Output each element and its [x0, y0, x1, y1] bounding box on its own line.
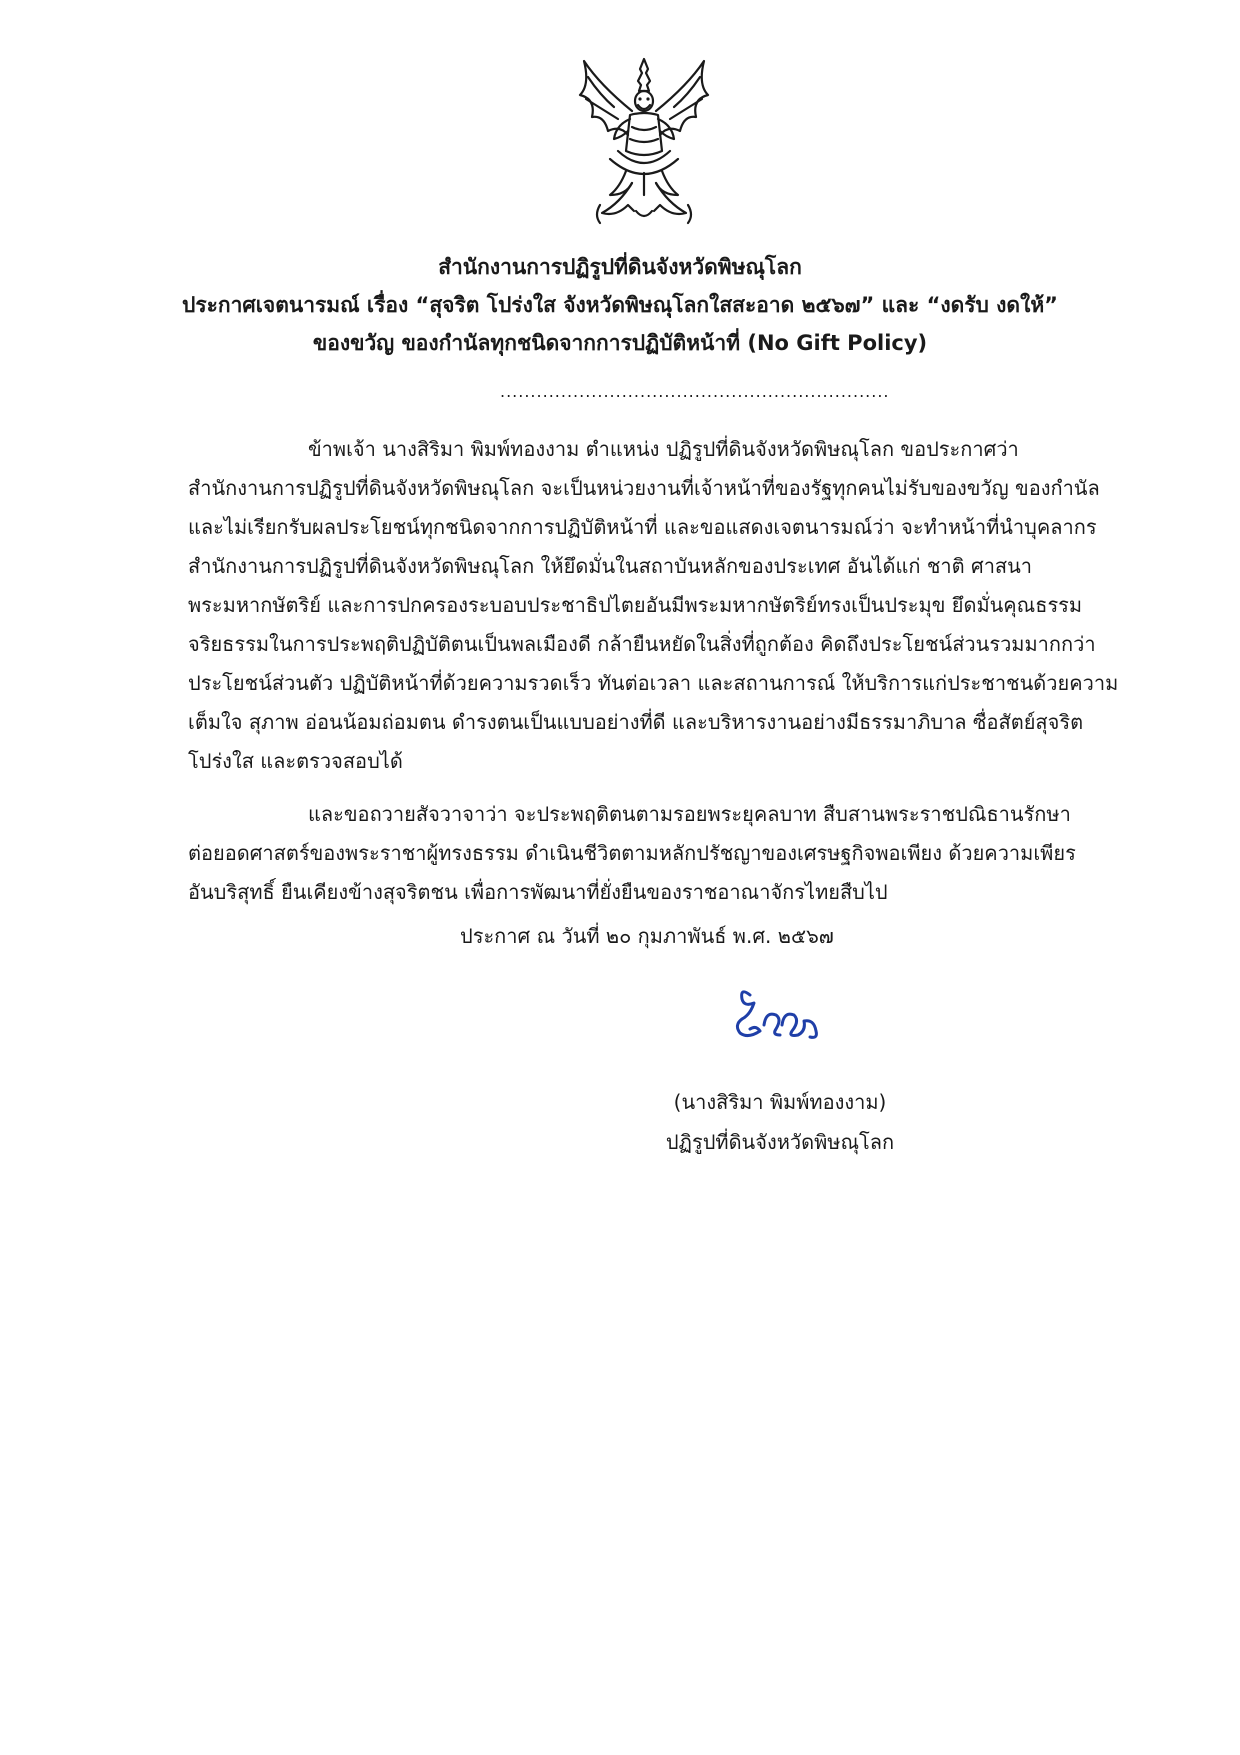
paragraph-line: สำนักงานการปฏิรูปที่ดินจังหวัดพิษณุโลก จะเป็นหน่วยงานที่เจ้าหน้าที่ของรัฐทุกคนไม่รับของขวัญ ของกำนัล: [188, 476, 1100, 500]
signer-block: [640, 1082, 920, 1162]
paragraph-line: และขอถวายสัจวาจาว่า จะประพฤติตนตามรอยพระยุคลบาท สืบสานพระราชปณิธานรักษา: [308, 802, 1071, 826]
paragraph-line: จริยธรรมในการประพฤติปฏิบัติตนเป็นพลเมืองดี กล้ายืนหยัดในสิ่งที่ถูกต้อง คิดถึงประโยชน์ส่วนรวมมากกว่า: [188, 632, 1096, 656]
paragraph-line: สำนักงานการปฏิรูปที่ดินจังหวัดพิษณุโลก ให้ยึดมั่นในสถาบันหลักของประเทศ อันได้แก่ ชาติ ศาสนา: [188, 554, 1033, 578]
announcement-date: ประกาศ ณ วันที่ ๒๐ กุมภาพันธ์ พ.ศ. ๒๕๖๗: [460, 924, 834, 948]
signer-position: ปฏิรูปที่ดินจังหวัดพิษณุโลก: [665, 1130, 895, 1154]
org-name: สำนักงานการปฏิรูปที่ดินจังหวัดพิษณุโลก: [438, 255, 802, 279]
paragraph-line: ต่อยอดศาสตร์ของพระราชาผู้ทรงธรรม ดำเนินชีวิตตามหลักปรัชญาของเศรษฐกิจพอเพียง ด้วยความเพียร: [188, 841, 1076, 865]
paragraph-line: โปร่งใส และตรวจสอบได้: [188, 749, 403, 773]
handwritten-signature-icon: [720, 985, 840, 1055]
paragraph-line: พระมหากษัตริย์ และการปกครองระบอบประชาธิปไตยอันมีพระมหากษัตริย์ทรงเป็นประมุข ยึดมั่นคุณธรรม: [188, 593, 1083, 617]
paragraph-line: ข้าพเจ้า นางสิริมา พิมพ์ทองงาม ตำแหน่ง ปฏิรูปที่ดินจังหวัดพิษณุโลก ขอประกาศว่า: [308, 437, 1019, 461]
dotted-separator: ................................................................: [500, 382, 890, 401]
garuda-emblem-icon: [570, 55, 718, 227]
paragraph-line: และไม่เรียกรับผลประโยชน์ทุกชนิดจากการปฏิบัติหน้าที่ และขอแสดงเจตนารมณ์ว่า จะทำหน้าที่นำบุคลากร: [188, 515, 1097, 539]
paragraph-2: [188, 795, 1118, 912]
paragraph-1: [188, 430, 1118, 781]
title-line-1: ประกาศเจตนารมณ์ เรื่อง “สุจริต โปร่งใส จังหวัดพิษณุโลกใสสะอาด ๒๕๖๗” และ “งดรับ งดให้”: [182, 293, 1058, 317]
paragraph-line: เต็มใจ สุภาพ อ่อนน้อมถ่อมตน ดำรงตนเป็นแบบอย่างที่ดี และบริหารงานอย่างมีธรรมาภิบาล ซื่อสัตย์สุจริต: [188, 710, 1084, 734]
paragraph-line: อันบริสุทธิ์ ยืนเคียงข้างสุจริตชน เพื่อการพัฒนาที่ยั่งยืนของราชอาณาจักรไทยสืบไป: [188, 880, 888, 904]
announcement-body: [188, 430, 1118, 926]
paragraph-line: ประโยชน์ส่วนตัว ปฏิบัติหน้าที่ด้วยความรวดเร็ว ทันต่อเวลา และสถานการณ์ ให้บริการแก่ประชาชนด้วยความ: [188, 671, 1119, 695]
title-line-2: ของขวัญ ของกำนัลทุกชนิดจากการปฏิบัติหน้าที่ (No Gift Policy): [312, 331, 928, 355]
announcement-heading: [90, 248, 1150, 362]
signer-name: (นางสิริมา พิมพ์ทองงาม): [673, 1090, 887, 1114]
